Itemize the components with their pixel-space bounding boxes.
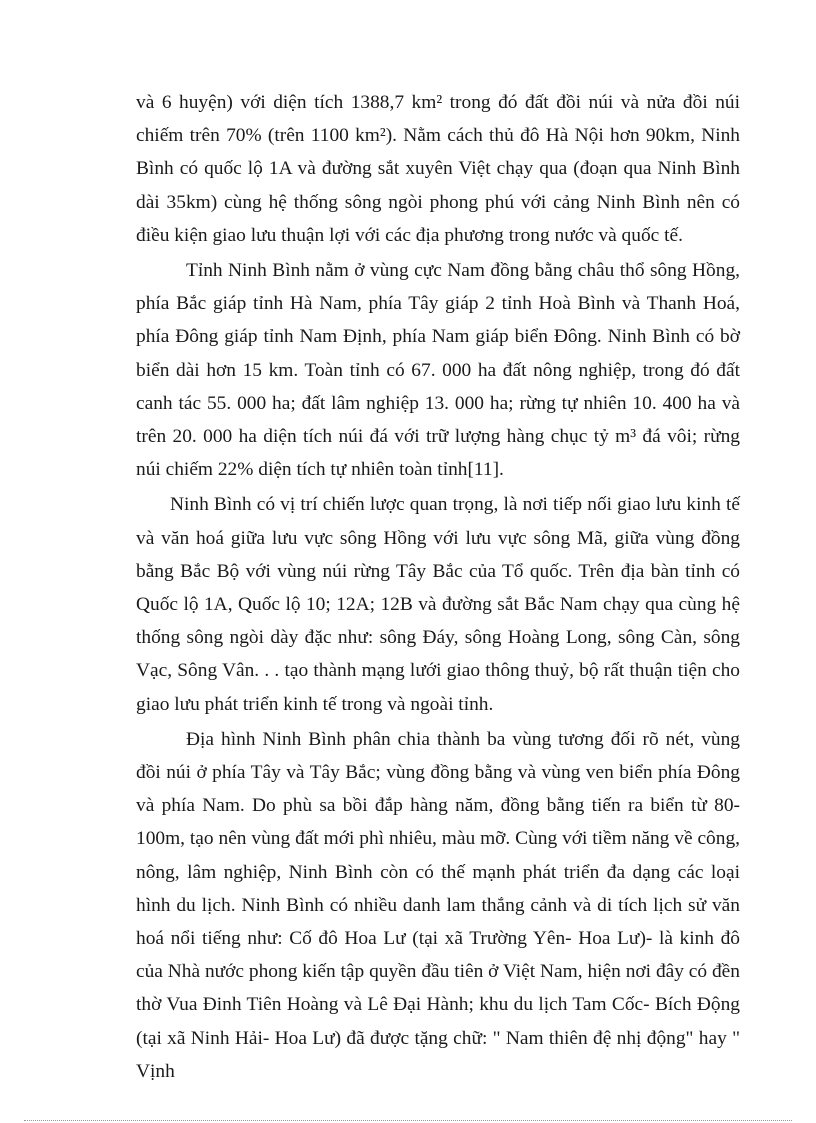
paragraph-3: Ninh Bình có vị trí chiến lược quan trọng, là nơi tiếp nối giao lưu kinh tế và văn hoá giữa lưu vực sông Hồng với lưu vực sông Mã, giữa vùng đồng bằng Bắc Bộ với vùng núi rừng Tây Bắc của Tổ quốc. Trên địa bàn tỉnh có Quốc lộ 1A, Quốc lộ 10; 12A; 12B và đường sắt Bắc Nam chạy qua cùng hệ thống sông ngòi dày đặc như: sông Đáy, sông Hoàng Long, sông Càn, sông Vạc, Sông Vân. . . tạo thành mạng lưới giao thông thuỷ, bộ rất thuận tiện cho giao lưu phát triển kinh tế trong và ngoài tỉnh.: [136, 494, 740, 715]
paragraph-1: và 6 huyện) với diện tích 1388,7 km² trong đó đất đồi núi và nửa đồi núi chiếm trên 70% (trên 1100 km²). Nằm cách thủ đô Hà Nội hơn 90km, Ninh Bình có quốc lộ 1A và đường sắt xuyên Việt chạy qua (đoạn qua Ninh Bình dài 35km) cùng hệ thống sông ngòi phong phú với cảng Ninh Bình nên có điều kiện giao lưu thuận lợi với các địa phương trong nước và quốc tế.: [136, 92, 740, 246]
paragraph-2: Tỉnh Ninh Bình nằm ở vùng cực Nam đồng bằng châu thổ sông Hồng, phía Bắc giáp tỉnh Hà Nam, phía Tây giáp 2 tỉnh Hoà Bình và Thanh Hoá, phía Đông giáp tỉnh Nam Định, phía Nam giáp biển Đông. Ninh Bình có bờ biển dài hơn 15 km. Toàn tỉnh có 67. 000 ha đất nông nghiệp, trong đó đất canh tác 55. 000 ha; đất lâm nghiệp 13. 000 ha; rừng tự nhiên 10. 400 ha và trên 20. 000 ha diện tích núi đá với trữ lượng hàng chục tỷ m³ đá vôi; rừng núi chiếm 22% diện tích tự nhiên toàn tỉnh[11].: [136, 260, 740, 481]
footer-divider: [24, 1120, 792, 1121]
document-body: [136, 86, 740, 1090]
paragraph-4: Địa hình Ninh Bình phân chia thành ba vùng tương đối rõ nét, vùng đồi núi ở phía Tây và Tây Bắc; vùng đồng bằng và vùng ven biển phía Đông và phía Nam. Do phù sa bồi đắp hàng năm, đồng bằng tiến ra biển từ 80- 100m, tạo nên vùng đất mới phì nhiêu, màu mỡ. Cùng với tiềm năng về công, nông, lâm nghiệp, Ninh Bình còn có thế mạnh phát triển đa dạng các loại hình du lịch. Ninh Bình có nhiều danh lam thắng cảnh và di tích lịch sử văn hoá nổi tiếng như: Cố đô Hoa Lư (tại xã Trường Yên- Hoa Lư)- là kinh đô của Nhà nước phong kiến tập quyền đầu tiên ở Việt Nam, hiện nơi đây có đền thờ Vua Đinh Tiên Hoàng và Lê Đại Hành; khu du lịch Tam Cốc- Bích Động (tại xã Ninh Hải- Hoa Lư) đã được tặng chữ: " Nam thiên đệ nhị động" hay " Vịnh: [136, 728, 740, 1082]
